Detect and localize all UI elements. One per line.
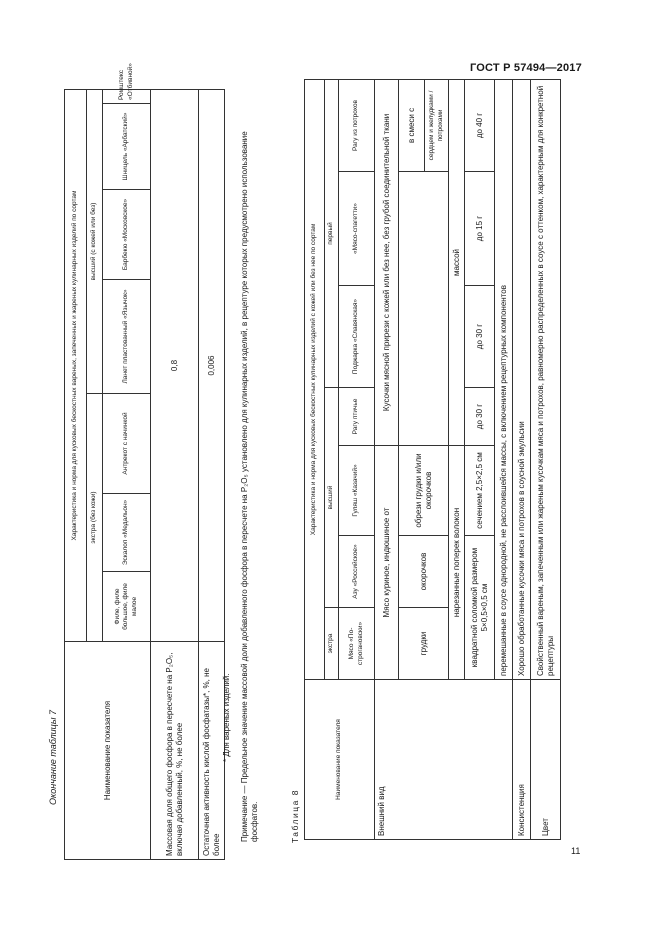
table7-row-phosphorus: Массовая доля общего фосфора в пересчете на P₂O₅, включая добавленный, %, не более	[151, 642, 199, 860]
table7-product: Филе, филе большое, филе малое	[103, 572, 151, 642]
table8-app-30a: до 30 г	[465, 388, 495, 446]
table8-product: Рагу из потрохов	[339, 79, 375, 171]
table8-grade-extra: экстра	[325, 608, 339, 680]
table8-app-hearts: сердцем и желудками	[428, 94, 436, 161]
table8-app-meat: Мясо куриное, индюшиное от	[375, 446, 399, 680]
table8-app-30b: до 30 г	[465, 286, 495, 388]
table8-product: Гуляш «Казачий»	[339, 446, 375, 536]
table7-grade-extra: экстра (без кожи)	[87, 394, 103, 642]
table8-app-thighs: окорочков	[399, 536, 449, 608]
table8-product: Азу «Российское»	[339, 536, 375, 608]
table8-app-mixed: перемешанные в соусе однородной, не расслоившейся массы, с включением рецептурных компонентов	[495, 79, 513, 679]
table8-caption: Таблица 8	[290, 789, 300, 843]
table8	[304, 79, 561, 840]
table8-grade-high: высший	[325, 388, 339, 608]
table7-row-phosphatase-value: 0,006	[199, 90, 225, 642]
table7-product: Шницель «Арбатский»	[103, 104, 151, 190]
document-id: ГОСТ Р 57494—2017	[470, 62, 582, 74]
page-number: 11	[571, 846, 581, 856]
table8-product: Мясо «По-строгановски»	[339, 608, 375, 680]
table8-product: «Мясо-спагетти»	[339, 172, 375, 286]
table8-row-color: Цвет	[531, 680, 561, 840]
table7-row-phosphatase: Остаточная активность кислой фосфатазы*, %, не более	[199, 642, 225, 860]
table8-col-head: Наименование показателя	[305, 680, 375, 840]
table8-app-breast: грудки	[399, 608, 449, 680]
table7-product: Ромштекс «Отбивной»	[103, 90, 151, 104]
table7-footnote: * Для вареных изделий.	[222, 673, 231, 762]
table7-product: Антрекот с начинкой	[103, 394, 151, 494]
table8-span-head: Характеристика и норма для кусковых бескостных кулинарных изделий с кожей или без нее по сортам	[305, 79, 325, 679]
table8-app-mix-in: в смеси с	[399, 79, 425, 171]
table8-app-section: сечением 2,5×2,5 см	[465, 446, 495, 536]
table8-product: Поджарка «Славянская»	[339, 286, 375, 388]
table8-app-cut: нарезанные поперек волокон	[449, 446, 465, 680]
table8-app-giblets-hearts: сердцем и желудками / потрохами	[425, 79, 449, 171]
table8-product: Рагу птичье	[339, 388, 375, 446]
table8-consistency-value: Хорошо обработанные кусочки мяса и потрохов в соусной эмульсии	[513, 79, 531, 679]
table8-app-giblets: потрохами	[436, 109, 444, 142]
table8-row-appearance: Внешний вид	[375, 680, 513, 840]
table8-app-pieces: Кусочки мясной прирези с кожей или без нее, без грубой соединительной ткани	[375, 79, 399, 445]
table7-product: Барбекю «Московское»	[103, 190, 151, 280]
table7-note: Примечание — Предельное значение массовой доли добавленного фосфора в пересчете на P₂O₅ установлено для кулинарных изделий, в рецептуре которых предусмотрено использование фосфатов.	[240, 131, 260, 842]
table7-span-head: Характеристика и норма для кусковых бескостных вареных, запеченных и жареных кулинарных изделий по сортам	[65, 90, 87, 642]
table8-app-scraps: обрези грудки и/или окорочков	[399, 446, 449, 536]
table7-product: Эскалоп «Медальон»	[103, 494, 151, 572]
table8-app-40: до 40 г	[465, 79, 495, 171]
table8-color-value: Свойственный вареным, запеченным или жареным кусочкам мяса и потрохов, равномерно распределенных в соусе с оттенком, характерным для конкретной рецептуры	[531, 79, 561, 679]
table7	[64, 63, 225, 860]
table8-app-15: до 15 г	[465, 172, 495, 286]
table8-app-straw: квадратной соломкой размером 5×0,5×0,5 см	[465, 536, 495, 680]
table7-row-phosphorus-value: 0,8	[151, 90, 199, 642]
table8-row-consistency: Консистенция	[513, 680, 531, 840]
table7-caption: Окончание таблицы 7	[48, 710, 58, 805]
table8-app-mass: массой	[449, 79, 465, 445]
table7-product: Ланет пластованный «Язычок»	[103, 280, 151, 394]
table8-grade-first: первый	[325, 79, 339, 387]
table7-grade-high: высший (с кожей или без)	[87, 90, 103, 394]
table7-col-head: Наименование показателя	[65, 642, 151, 860]
